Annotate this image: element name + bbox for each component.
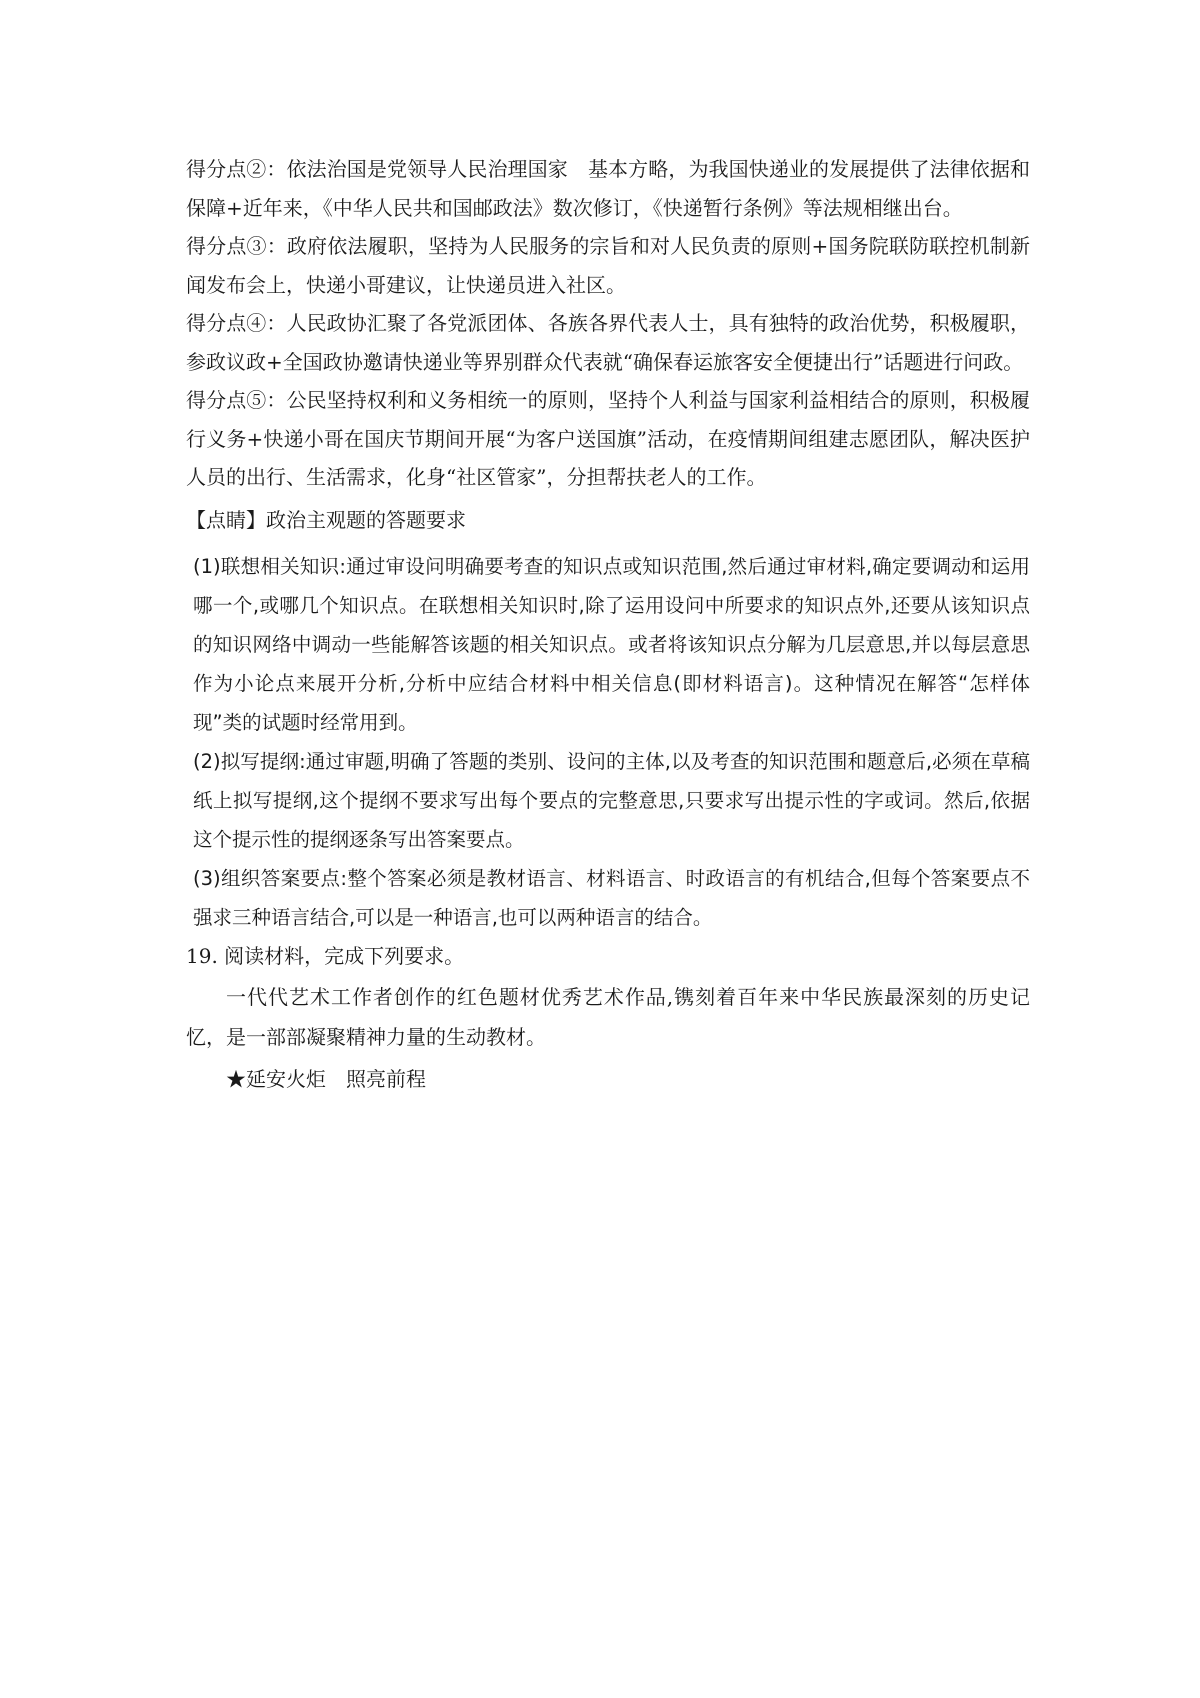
score-point-2: 得分点②：依法治国是党领导人民治理国家 基本方略，为我国快递业的发展提供了法律依据和保障+近年来，《中华人民共和国邮政法》数次修订，《快递暂行条例》等法规相继出台。 [186, 157, 1030, 220]
question-19-subheading: ★延安火炬 照亮前程 [226, 1067, 426, 1091]
dianjing-heading: 【点睛】政治主观题的答题要求 [186, 507, 466, 532]
score-point-4: 得分点④：人民政协汇聚了各党派团体、各族各界代表人士，具有独特的政治优势，积极履职，参政议政+全国政协邀请快递业等界别群众代表就“确保春运旅客安全便捷出行”话题进行问政。 [186, 311, 1030, 374]
question-19-prompt: 19. 阅读材料，完成下列要求。 [186, 943, 465, 968]
dianjing-item-1: (1)联想相关知识:通过审设问明确要考查的知识点或知识范围,然后通过审材料,确定要调动和运用哪一个,或哪几个知识点。在联想相关知识时,除了运用设问中所要求的知识点外,还要从该知识点的知识网络中调动一些能解答该题的相关知识点。或者将该知识点分解为几层意思,并以每层意思作为小论点来展开分析,分析中应结合材料中相关信息(即材料语言)。这种情况在解答“怎样体现”类的试题时经常用到。 [193, 554, 1030, 734]
dianjing-item-3: (3)组织答案要点:整个答案必须是教材语言、材料语言、时政语言的有机结合,但每个答案要点不强求三种语言结合,可以是一种语言,也可以两种语言的结合。 [193, 866, 1030, 929]
score-point-3: 得分点③：政府依法履职，坚持为人民服务的宗旨和对人民负责的原则+国务院联防联控机制新闻发布会上，快递小哥建议，让快递员进入社区。 [186, 234, 1030, 297]
score-point-5: 得分点⑤：公民坚持权利和义务相统一的原则，坚持个人利益与国家利益相结合的原则，积极履行义务+快递小哥在国庆节期间开展“为客户送国旗”活动，在疫情期间组建志愿团队，解决医护人员的出行、生活需求，化身“社区管家”，分担帮扶老人的工作。 [186, 388, 1030, 489]
question-19-material: 一代代艺术工作者创作的红色题材优秀艺术作品,镌刻着百年来中华民族最深刻的历史记忆，是一部部凝聚精神力量的生动教材。 [186, 985, 1030, 1049]
document-page [186, 150, 1030, 1099]
dianjing-item-2: (2)拟写提纲:通过审题,明确了答题的类别、设问的主体,以及考查的知识范围和题意后,必须在草稿纸上拟写提纲,这个提纲不要求写出每个要点的完整意思,只要求写出提示性的字或词。然后,依据这个提示性的提纲逐条写出答案要点。 [193, 749, 1030, 851]
